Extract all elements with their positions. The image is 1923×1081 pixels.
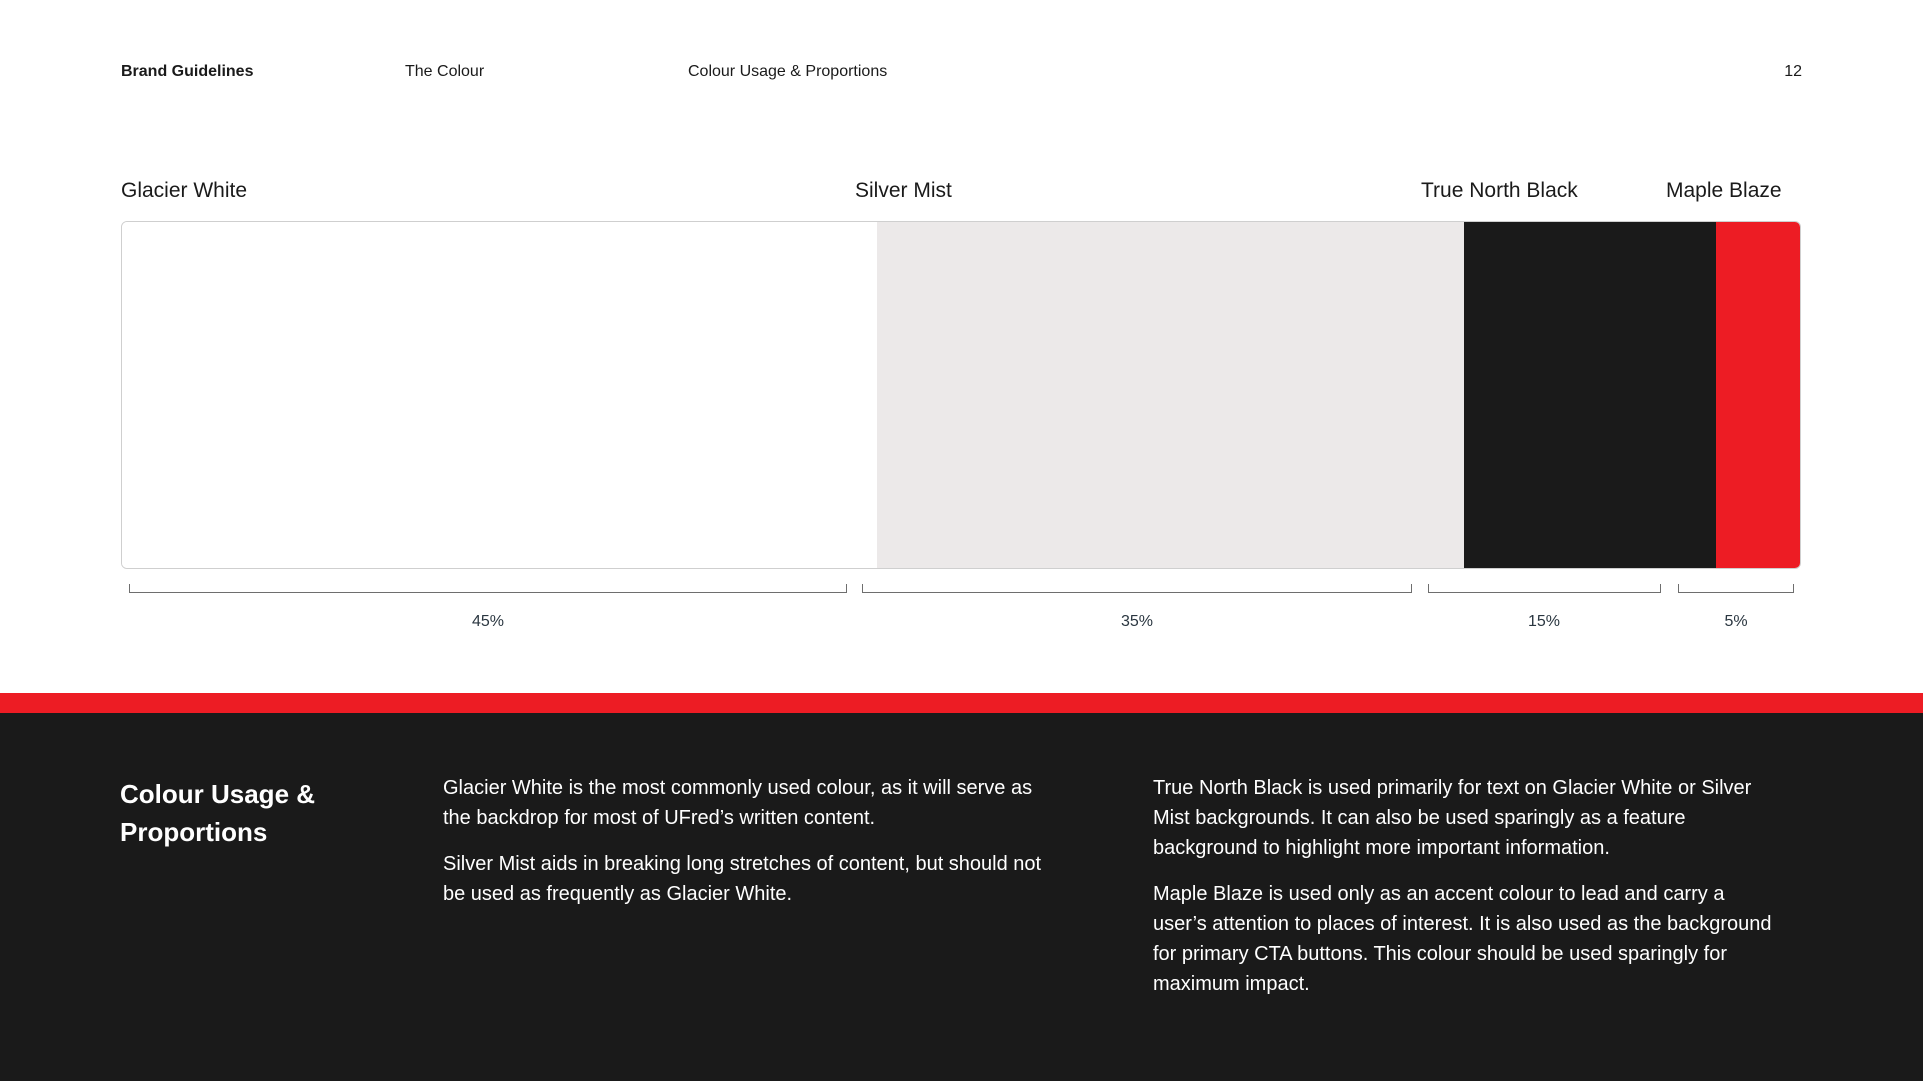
swatch-silver-mist: [877, 222, 1464, 568]
percent-true-north-black: 15%: [1527, 613, 1561, 630]
percent-maple-blaze: 5%: [1724, 613, 1748, 630]
usage-column-dark: [1153, 773, 1773, 1015]
section-name: The Colour: [405, 63, 485, 80]
topic-name: Colour Usage & Proportions: [688, 63, 888, 80]
usage-footer: [0, 713, 1923, 1081]
bracket-maple-blaze: [1678, 584, 1794, 593]
usage-column-light: [443, 773, 1063, 925]
bracket-glacier-white: [129, 584, 847, 593]
footer-title: Colour Usage & Proportions: [120, 779, 316, 847]
true-north-black-description: True North Black is used primarily for text on Glacier White or Silver Mist backgrounds. It can also be used sparingly as a feature background to highlight more important information.: [1153, 777, 1752, 859]
page-number: 12: [1784, 63, 1802, 80]
swatch-glacier-white: [122, 222, 877, 568]
swatch-maple-blaze: [1716, 222, 1800, 568]
swatch-label-silver-mist: Silver Mist: [855, 179, 952, 202]
percent-glacier-white: 45%: [471, 613, 505, 630]
swatch-label-true-north-black: True North Black: [1421, 179, 1578, 202]
accent-divider-strip: [0, 693, 1923, 713]
bracket-silver-mist: [862, 584, 1412, 593]
percent-silver-mist: 35%: [1120, 613, 1154, 630]
glacier-white-description: Glacier White is the most commonly used colour, as it will serve as the backdrop for most of UFred’s written content.: [443, 777, 1033, 829]
maple-blaze-description: Maple Blaze is used only as an accent colour to lead and carry a user’s attention to places of interest. It is also used as the background for primary CTA buttons. This colour should be used sparingly for maximum impact.: [1153, 883, 1772, 995]
silver-mist-description: Silver Mist aids in breaking long stretches of content, but should not be used as frequently as Glacier White.: [443, 853, 1042, 905]
bracket-true-north-black: [1428, 584, 1661, 593]
colour-proportion-bar: [121, 221, 1801, 569]
brand-title: Brand Guidelines: [121, 63, 254, 80]
swatch-true-north-black: [1464, 222, 1716, 568]
swatch-label-glacier-white: Glacier White: [121, 179, 248, 202]
swatch-label-maple-blaze: Maple Blaze: [1666, 179, 1782, 202]
